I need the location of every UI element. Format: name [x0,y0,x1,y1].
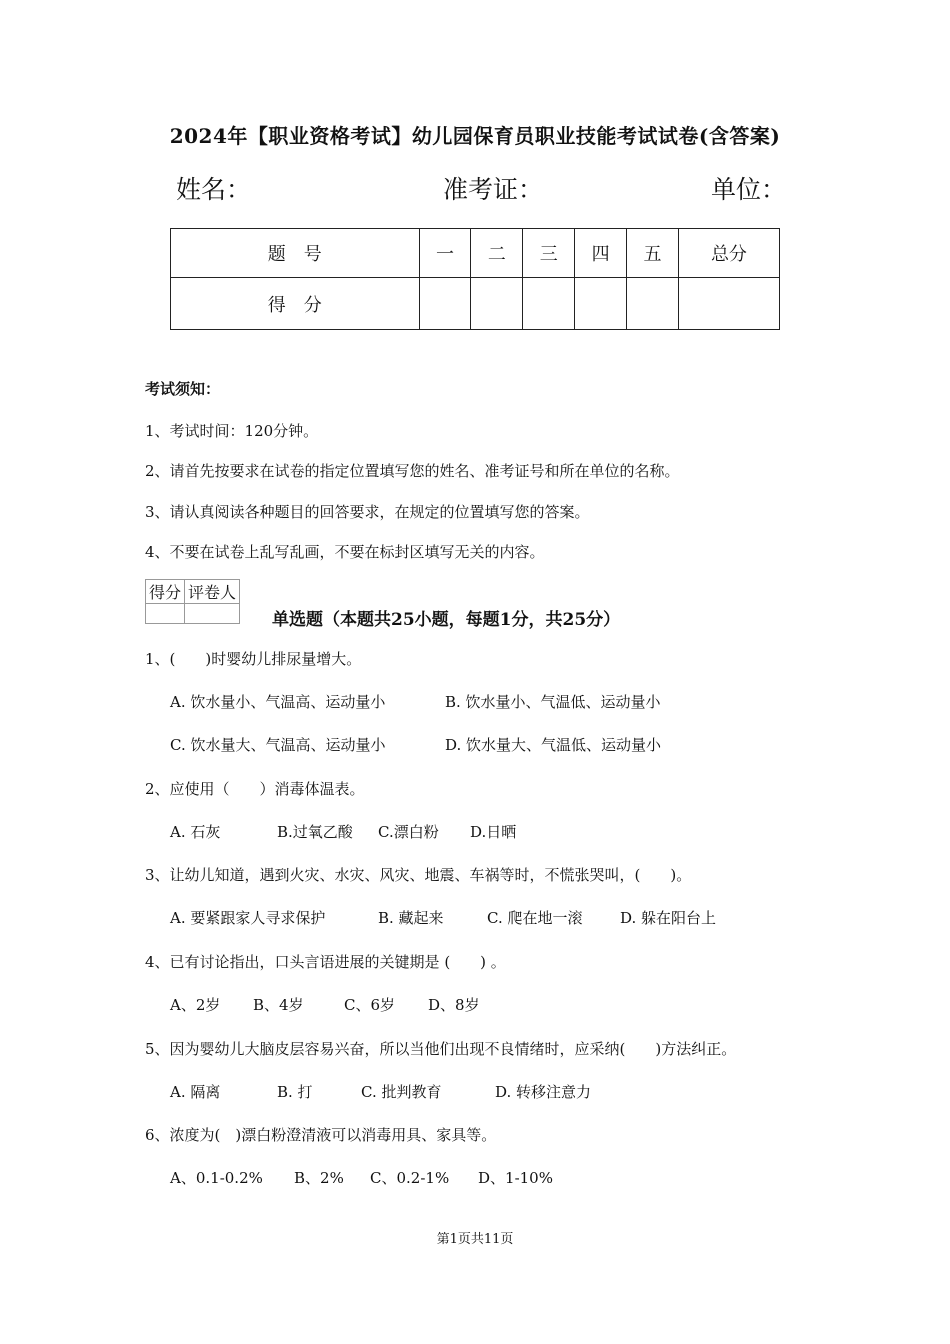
question-option: D. 饮水量大、气温低、运动量小 [445,736,662,754]
question-option: B、2% [294,1169,344,1187]
exam-number-label: 准考证： [443,175,544,204]
question-option: D、8岁 [428,996,480,1014]
question-option: D. 转移注意力 [495,1083,592,1101]
score-table-score-row [171,278,780,330]
grader-name-label: 评卷人 [185,580,240,604]
score-table-column: 一 [419,229,471,278]
score-table-column: 二 [471,229,523,278]
unit-label: 单位： [711,175,787,204]
question-option: B. 藏起来 [378,909,444,927]
score-table-score-label: 得分 [171,278,420,330]
question-option: C. 爬在地一滚 [487,909,583,927]
question-option: B.过氧乙酸 [277,823,353,841]
question-option: B. 打 [277,1083,313,1101]
grader-name-cell[interactable] [185,604,240,624]
candidate-info [0,170,950,206]
grader-box [145,579,240,624]
question-option: C.漂白粉 [378,823,439,841]
score-cell[interactable] [523,278,575,330]
section-heading: 单选题（本题共25小题，每题1分，共25分） [272,610,621,630]
grader-score-label: 得分 [146,580,185,604]
score-table-question-label: 题号 [171,229,420,278]
question-option: B、4岁 [253,996,304,1014]
score-table-column: 三 [523,229,575,278]
question-option: C、6岁 [344,996,396,1014]
question-option: D. 躲在阳台上 [620,909,717,927]
question-option: A、2岁 [170,996,221,1014]
question-stem: 6、浓度为( )漂白粉澄清液可以消毒用具、家具等。 [145,1126,497,1144]
question-option: A. 隔离 [170,1083,221,1101]
score-cell-total[interactable] [678,278,779,330]
question-option: C. 饮水量大、气温高、运动量小 [170,736,386,754]
grader-score-cell[interactable] [146,604,185,624]
question-option: A. 饮水量小、气温高、运动量小 [170,693,386,711]
question-option: A. 要紧跟家人寻求保护 [170,909,326,927]
question-stem: 2、应使用（ ）消毒体温表。 [145,780,365,798]
question-option: A、0.1-0.2% [170,1169,263,1187]
score-cell[interactable] [575,278,627,330]
notice-item: 1、考试时间：120分钟。 [145,422,319,440]
notice-item: 3、请认真阅读各种题目的回答要求，在规定的位置填写您的答案。 [145,503,590,521]
question-option: A. 石灰 [170,823,221,841]
score-table-column: 五 [627,229,679,278]
question-option: B. 饮水量小、气温低、运动量小 [445,693,661,711]
page-title: 2024年【职业资格考试】幼儿园保育员职业技能考试试卷(含答案) [169,124,781,148]
question-stem: 1、( )时婴幼儿排尿量增大。 [145,650,362,668]
question-option: D、1-10% [478,1169,553,1187]
notice-item: 4、不要在试卷上乱写乱画，不要在标封区填写无关的内容。 [145,543,545,561]
question-stem: 5、因为婴幼儿大脑皮层容易兴奋，所以当他们出现不良情绪时，应采纳( )方法纠正。 [145,1040,737,1058]
score-cell[interactable] [419,278,471,330]
name-label: 姓名： [176,175,252,204]
score-table [170,228,780,330]
score-table-total-column: 总分 [678,229,779,278]
score-table-header-row [171,229,780,278]
score-table-column: 四 [575,229,627,278]
question-stem: 3、让幼儿知道，遇到火灾、水灾、风灾、地震、车祸等时，不慌张哭叫，( )。 [145,866,692,884]
question-option: C. 批判教育 [361,1083,442,1101]
question-option: C、0.2-1% [370,1169,450,1187]
notice-heading: 考试须知： [145,380,221,398]
notice-item: 2、请首先按要求在试卷的指定位置填写您的姓名、准考证号和所在单位的名称。 [145,462,680,480]
question-stem: 4、已有讨论指出，口头言语进展的关键期是 ( ) 。 [145,953,506,971]
question-option: D.日晒 [470,823,517,841]
score-cell[interactable] [471,278,523,330]
score-cell[interactable] [627,278,679,330]
page-footer: 第1页共11页 [436,1232,514,1247]
